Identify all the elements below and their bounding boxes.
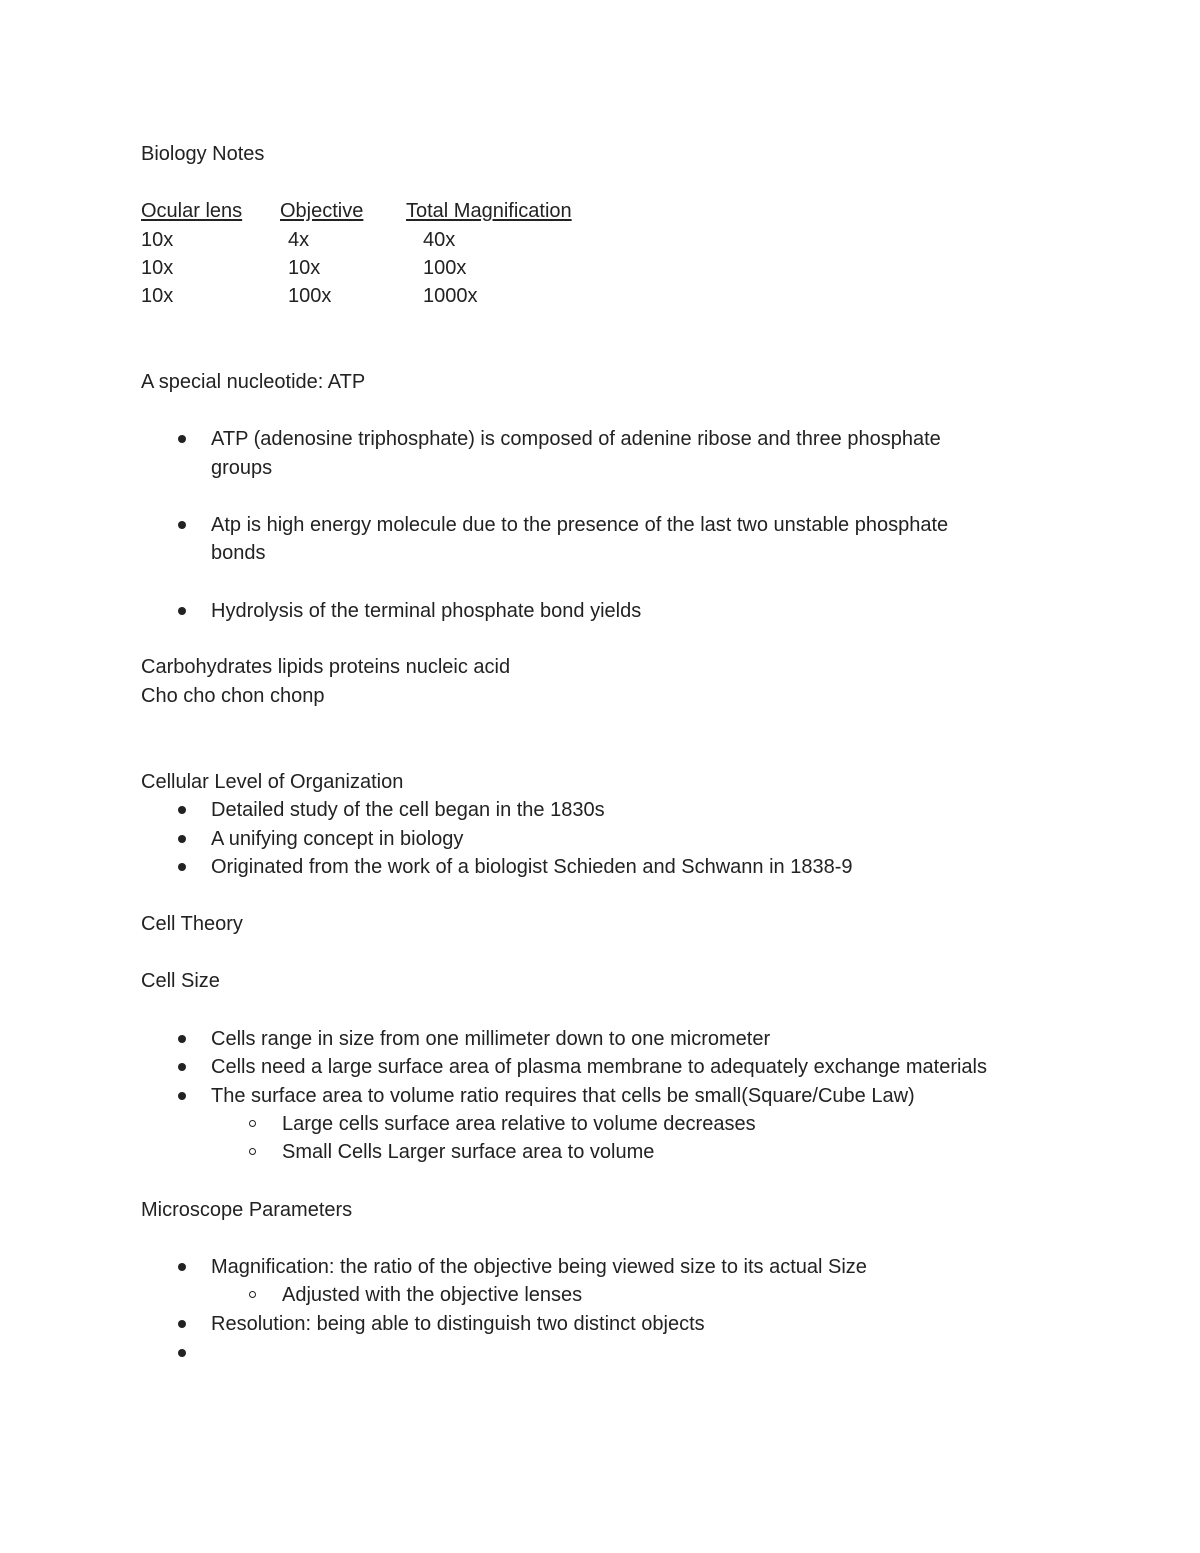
sub-list-item: Small Cells Larger surface area to volume xyxy=(282,1141,655,1163)
list-item: A unifying concept in biology xyxy=(211,828,464,850)
list-item: Magnification: the ratio of the objective being viewed size to its actual Size xyxy=(211,1256,867,1278)
table-cell: 100x xyxy=(288,285,332,307)
page-title: Biology Notes xyxy=(141,143,265,165)
bullet-dot xyxy=(178,1092,186,1100)
table-cell: 1000x xyxy=(423,285,478,307)
list-item: Resolution: being able to distinguish two distinct objects xyxy=(211,1313,705,1335)
section-heading-atp: A special nucleotide: ATP xyxy=(141,371,366,393)
list-item: The surface area to volume ratio requires that cells be small(Square/Cube Law) xyxy=(211,1085,915,1107)
sub-list-item: Large cells surface area relative to volume decreases xyxy=(282,1113,756,1135)
list-item: Detailed study of the cell began in the 1830s xyxy=(211,799,605,821)
bullet-dot xyxy=(178,1035,186,1043)
list-item: Cells need a large surface area of plasma membrane to adequately exchange materials xyxy=(211,1056,987,1078)
table-header-ocular: Ocular lens xyxy=(141,200,243,222)
bullet-dot xyxy=(178,1320,186,1328)
text-line: Cho cho chon chonp xyxy=(141,685,325,707)
section-heading-cellular-level: Cellular Level of Organization xyxy=(141,771,404,793)
sub-bullet-circle xyxy=(249,1120,256,1127)
table-header-total: Total Magnification xyxy=(406,200,572,222)
text-line: Carbohydrates lipids proteins nucleic acid xyxy=(141,656,511,678)
table-cell: 10x xyxy=(141,229,174,251)
table-header-objective: Objective xyxy=(280,200,364,222)
list-item: Cells range in size from one millimeter down to one micrometer xyxy=(211,1028,771,1050)
section-heading-microscope-parameters: Microscope Parameters xyxy=(141,1199,353,1221)
bullet-dot xyxy=(178,435,186,443)
bullet-dot xyxy=(178,521,186,529)
bullet-dot xyxy=(178,1063,186,1071)
bullet-dot xyxy=(178,1349,186,1357)
bullet-dot xyxy=(178,835,186,843)
sub-bullet-circle xyxy=(249,1291,256,1298)
table-cell: 10x xyxy=(288,257,321,279)
list-item: Originated from the work of a biologist Schieden and Schwann in 1838-9 xyxy=(211,856,853,878)
table-cell: 4x xyxy=(288,229,310,251)
sub-bullet-circle xyxy=(249,1148,256,1155)
list-item: Atp is high energy molecule due to the presence of the last two unstable phosphate xyxy=(211,514,949,536)
table-cell: 100x xyxy=(423,257,467,279)
sub-list-item: Adjusted with the objective lenses xyxy=(282,1284,583,1306)
section-heading-cell-theory: Cell Theory xyxy=(141,913,243,935)
list-item-continuation: groups xyxy=(211,457,273,479)
section-heading-cell-size: Cell Size xyxy=(141,970,220,992)
table-cell: 10x xyxy=(141,285,174,307)
bullet-dot xyxy=(178,1263,186,1271)
list-item-continuation: bonds xyxy=(211,542,266,564)
list-item: Hydrolysis of the terminal phosphate bond yields xyxy=(211,600,642,622)
list-item: ATP (adenosine triphosphate) is composed of adenine ribose and three phosphate xyxy=(211,428,941,450)
table-cell: 10x xyxy=(141,257,174,279)
bullet-dot xyxy=(178,863,186,871)
bullet-dot xyxy=(178,607,186,615)
table-cell: 40x xyxy=(423,229,456,251)
bullet-dot xyxy=(178,806,186,814)
